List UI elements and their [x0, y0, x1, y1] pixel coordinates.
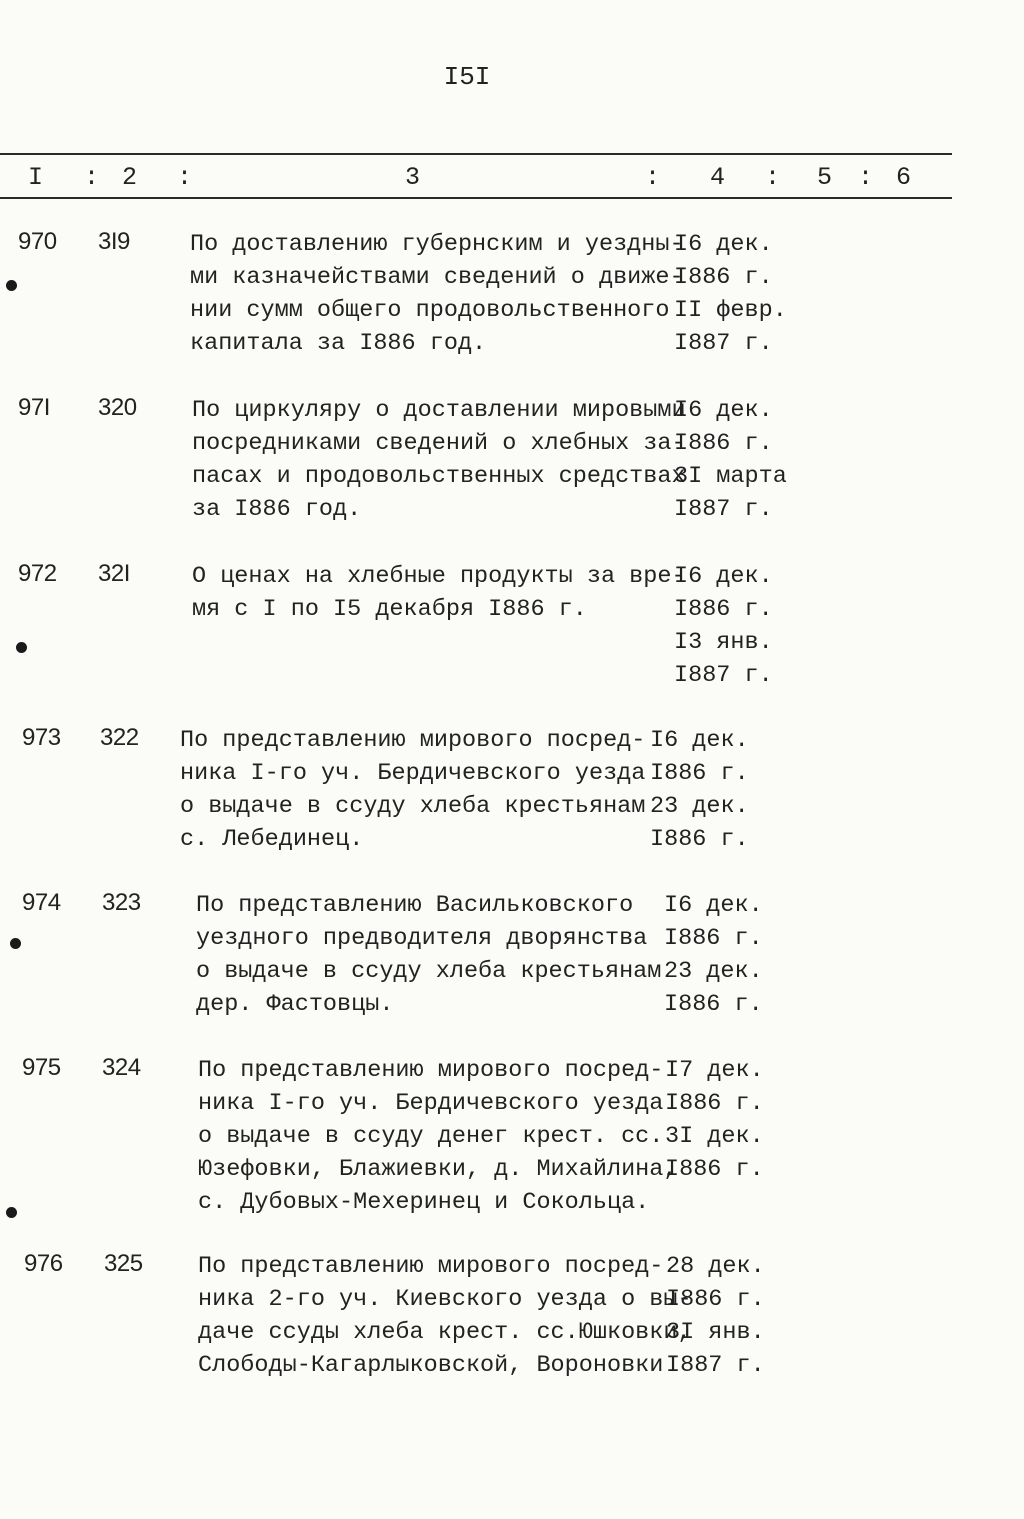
entry-number: 972 [18, 560, 57, 587]
year-start: I886 г. [664, 925, 763, 952]
entry-description [192, 560, 686, 626]
description-line: посредниками сведений о хлебных за- [192, 430, 686, 457]
year-start: I886 г. [674, 596, 773, 623]
year-start: I886 г. [665, 1090, 764, 1117]
ink-blot-mark [10, 938, 21, 949]
entry-number: 976 [24, 1250, 63, 1277]
description-line: даче ссуды хлеба крест. сс.Юшковки, [198, 1319, 692, 1346]
description-line: ми казначействами сведений о движе- [190, 264, 684, 291]
entry-description [196, 889, 661, 1021]
description-line: с. Дубовых-Мехеринец и Сокольца. [198, 1189, 650, 1216]
entry-sheet-number: 323 [102, 889, 141, 916]
entry-description [192, 394, 686, 526]
description-line: Юзефовки, Блажиевки, д. Михайлина, [198, 1156, 678, 1183]
entry-dates [674, 394, 787, 526]
description-line: По представлению мирового посред- [180, 727, 646, 754]
year-end: I887 г. [674, 330, 773, 357]
entry-dates [650, 724, 749, 856]
ink-blot-mark [16, 642, 27, 653]
year-end: I886 г. [664, 991, 763, 1018]
header-separator: : [177, 163, 193, 192]
entry-sheet-number: 3I9 [98, 228, 130, 255]
description-line: По доставлению губернским и уездны- [190, 231, 684, 258]
description-line: нии сумм общего продовольственного [190, 297, 670, 324]
date-start: I6 дек. [674, 397, 773, 424]
description-line: По представлению мирового посред- [198, 1253, 664, 1280]
description-line: ника 2-го уч. Киевского уезда о вы- [198, 1286, 692, 1313]
description-line: о выдаче в ссуду денег крест. сс. [198, 1123, 664, 1150]
header-bottom-rule [0, 197, 952, 199]
date-end: 3I марта [674, 463, 787, 490]
year-end: I886 г. [650, 826, 749, 853]
description-line: По представлению мирового посред- [198, 1057, 664, 1084]
entry-sheet-number: 325 [104, 1250, 143, 1277]
year-start: I886 г. [666, 1286, 765, 1313]
description-line: капитала за I886 год. [190, 330, 487, 357]
ink-blot-mark [6, 280, 17, 291]
description-line: о выдаче в ссуду хлеба крестьянам [196, 958, 662, 985]
ink-blot-mark [6, 1207, 17, 1218]
entry-description [198, 1054, 677, 1219]
header-col-1: I [28, 163, 44, 192]
entry-dates [665, 1054, 764, 1186]
entry-description [180, 724, 645, 856]
description-line: Слободы-Кагарлыковской, Вороновки [198, 1352, 664, 1379]
entry-dates [674, 560, 773, 692]
date-start: I6 дек. [674, 231, 773, 258]
header-separator: : [84, 163, 100, 192]
year-start: I886 г. [674, 430, 773, 457]
header-top-rule [0, 153, 952, 155]
header-col-5: 5 [817, 163, 833, 192]
date-end: 23 дек. [664, 958, 763, 985]
entry-number: 973 [22, 724, 61, 751]
entry-dates [666, 1250, 765, 1382]
year-end: I887 г. [666, 1352, 765, 1379]
header-separator: : [765, 163, 781, 192]
description-line: о выдаче в ссуду хлеба крестьянам [180, 793, 646, 820]
header-col-3: 3 [405, 163, 421, 192]
entry-dates [674, 228, 787, 360]
header-col-4: 4 [710, 163, 726, 192]
date-end: II февр. [674, 297, 787, 324]
date-end: 3I дек. [665, 1123, 764, 1150]
entry-number: 97I [18, 394, 50, 421]
description-line: уездного предводителя дворянства [196, 925, 648, 952]
date-end: I3 янв. [674, 629, 773, 656]
entry-dates [664, 889, 763, 1021]
description-line: дер. Фастовцы. [196, 991, 394, 1018]
date-start: I7 дек. [665, 1057, 764, 1084]
entry-description [198, 1250, 692, 1382]
date-end: 3I янв. [666, 1319, 765, 1346]
description-line: По циркуляру о доставлении мировыми [192, 397, 686, 424]
year-end: I887 г. [674, 496, 773, 523]
description-line: мя с I по I5 декабря I886 г. [192, 596, 587, 623]
description-line: пасах и продовольственных средствах [192, 463, 686, 490]
description-line: ника I-го уч. Бердичевского уезда [180, 760, 646, 787]
description-line: О ценах на хлебные продукты за вре- [192, 563, 686, 590]
entry-description [190, 228, 684, 360]
entry-sheet-number: 324 [102, 1054, 141, 1081]
header-separator: : [858, 163, 874, 192]
date-start: I6 дек. [664, 892, 763, 919]
date-start: I6 дек. [650, 727, 749, 754]
entry-sheet-number: 32I [98, 560, 130, 587]
entry-sheet-number: 322 [100, 724, 139, 751]
entry-sheet-number: 320 [98, 394, 137, 421]
header-separator: : [645, 163, 661, 192]
description-line: с. Лебединец. [180, 826, 364, 853]
year-start: I886 г. [650, 760, 749, 787]
year-start: I886 г. [674, 264, 773, 291]
year-end: I887 г. [674, 662, 773, 689]
description-line: ника I-го уч. Бердичевского уезда [198, 1090, 664, 1117]
description-line: за I886 год. [192, 496, 362, 523]
page-number: I5I [443, 62, 491, 92]
entry-number: 975 [22, 1054, 61, 1081]
entry-number: 974 [22, 889, 61, 916]
description-line: По представлению Васильковского [196, 892, 634, 919]
entry-number: 970 [18, 228, 57, 255]
date-end: 23 дек. [650, 793, 749, 820]
header-col-2: 2 [122, 163, 138, 192]
header-col-6: 6 [896, 163, 912, 192]
year-end: I886 г. [665, 1156, 764, 1183]
date-start: I6 дек. [674, 563, 773, 590]
date-start: 28 дек. [666, 1253, 765, 1280]
